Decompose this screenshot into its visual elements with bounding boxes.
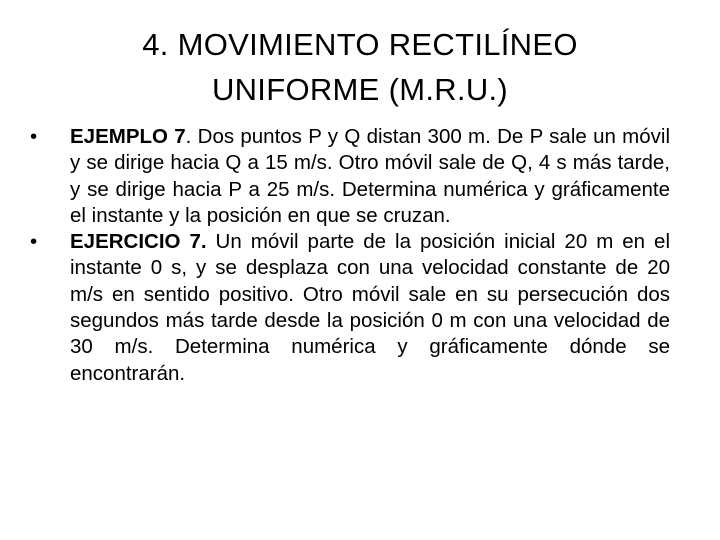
bullet-label: EJERCICIO 7. bbox=[70, 230, 207, 254]
slide-title-line-1: 4. MOVIMIENTO RECTILÍNEO bbox=[142, 27, 578, 62]
slide-title bbox=[0, 22, 720, 112]
bullet-marker: • bbox=[30, 125, 38, 148]
bullet-text: Un móvil parte de la posición inicial 20 m en el instante 0 s, y se desplaza con una velocidad constante de 20 m/s en sentido positivo. Otro móvil sale en su persecución dos segundos más tarde desde la posición 0 m con una velocidad de 30 m/s. Determina numérica y gráficamente dónde se encontrarán. bbox=[70, 230, 670, 385]
slide-title-line-2: UNIFORME (M.R.U.) bbox=[211, 72, 509, 107]
bullet-label: EJEMPLO 7 bbox=[70, 125, 186, 148]
bullet-marker: • bbox=[30, 230, 38, 254]
bullet-item-ejercicio-7 bbox=[30, 229, 670, 387]
bullet-item-ejemplo-7 bbox=[30, 124, 670, 229]
bullet-list bbox=[30, 124, 670, 387]
bullet-text: . Dos puntos P y Q distan 300 m. De P sale un móvil y se dirige hacia Q a 15 m/s. Otro móvil sale de Q, 4 s más tarde, y se dirige hacia P a 25 m/s. Determina numérica y gráficamente el instante y la posición en que se cruzan. bbox=[70, 125, 670, 227]
